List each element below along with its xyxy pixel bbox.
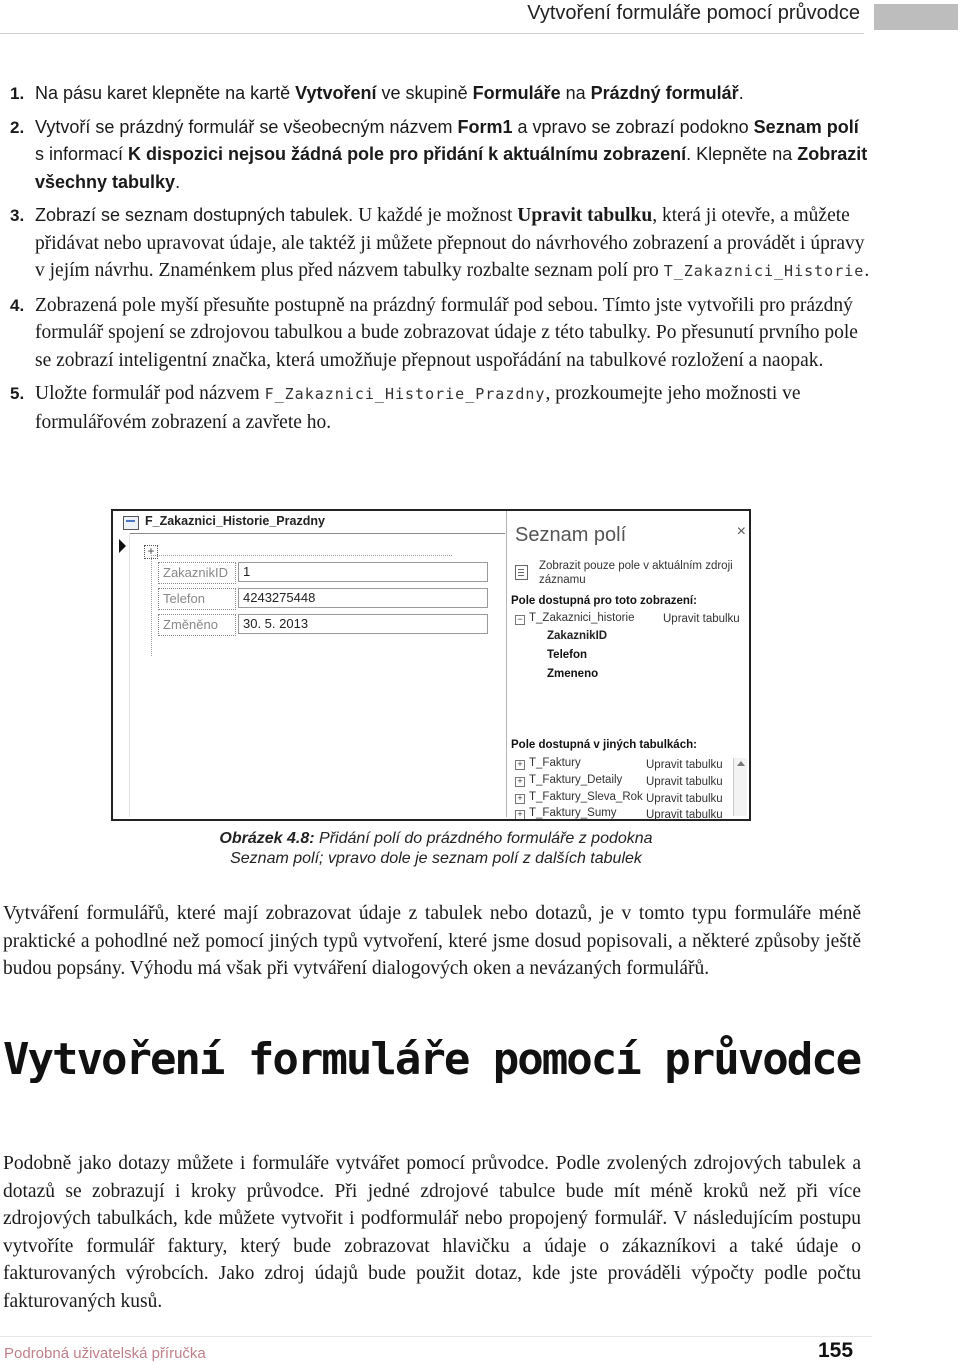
edit-table-link[interactable]: Upravit tabulku — [646, 776, 723, 788]
step-1 — [0, 80, 872, 108]
caption-label: Obrázek 4.8: — [219, 830, 315, 847]
record-selector[interactable] — [113, 533, 130, 817]
table-name[interactable]: T_Faktury_Sleva_Rok — [529, 791, 643, 803]
form-layout — [151, 555, 452, 656]
expand-icon[interactable]: + — [515, 760, 525, 770]
edit-table-link[interactable]: Upravit tabulku — [646, 759, 723, 771]
close-icon[interactable]: × — [736, 523, 746, 540]
page-number: 155 — [818, 1339, 854, 1362]
step-emphasis: Prázdný formulář — [590, 83, 739, 103]
step-text: . — [175, 171, 181, 192]
header-tab-bar — [874, 4, 958, 30]
scroll-up-icon[interactable] — [737, 761, 745, 766]
step-emphasis: K dispozici nejsou žádná pole pro přidání k aktuálnímu zobrazení — [128, 144, 687, 164]
step-number: 4. — [10, 295, 25, 315]
step-emphasis: Zobrazit všechny tabulky — [35, 144, 868, 192]
step-text: Zobrazená pole myší přesuňte postupně na prázdný formulář pod sebou. Tímto jste vytvořili pro prázdný formulář spojení se zdrojovou tabulkou a bude zobrazovat údaje z této tabulky. Po přesunutí prvního pole se zobrazí inteligentní značka, která umožňuje přepnout uspořádání na tabulkové rozložení a naopak. — [35, 294, 858, 371]
expand-icon[interactable]: + — [515, 777, 525, 787]
step-4 — [0, 292, 872, 375]
field-item[interactable]: Telefon — [547, 649, 588, 661]
step-text: Vytvoří se prázdný formulář se všeobecným názvem — [35, 116, 458, 137]
running-header-title: Vytvoření formuláře pomocí průvodce — [527, 2, 860, 24]
code-form-name: F_Zakaznici_Historie_Prazdny — [264, 385, 546, 403]
scrollbar[interactable] — [733, 758, 747, 816]
caption-text: Přidání polí do prázdného formuláře z podokna Seznam polí; vpravo dole je seznam polí z dalších tabulek — [230, 830, 653, 867]
form-icon — [123, 516, 139, 530]
section-paragraph: Podobně jako dotazy můžete i formuláře vytvářet pomocí průvodce. Podle zvolených zdrojových tabulek a dotazů se zobrazují i kroky průvodce. Při jedné zdrojové tabulce bude mít méně kroků než při více zdrojových tabulkách, kde můžete vytvořit i podformulář nebo propojený formulář. V následujícím postupu vytvoříte formulář faktury, který bude zobrazovat hlavičku a údaje o zákazníkovi a také údaje o fakturovaných výrobcích. Jako zdroj údajů bude použit dotaz, kde jste prováděli výpočty podle počtu fakturovaných kusů. — [3, 1153, 861, 1312]
expand-icon[interactable]: + — [515, 810, 525, 820]
other-tables-header: Pole dostupná v jiných tabulkách: — [511, 739, 697, 751]
step-text: na — [560, 83, 591, 103]
header-rule — [0, 33, 864, 34]
code-table-name: T_Zakaznici_Historie — [663, 262, 865, 280]
show-current-only-link[interactable]: Zobrazit pouze pole v aktuálním zdroji záznamu — [539, 560, 733, 586]
field-textbox[interactable]: 4243275448 — [238, 588, 488, 608]
step-text: ve skupině — [376, 83, 473, 103]
field-label: Změněno — [158, 614, 236, 636]
section-heading: Vytvoření formuláře pomocí průvodce — [3, 1034, 861, 1085]
footer-book-title: Podrobná uživatelská příručka — [4, 1345, 206, 1362]
step-2 — [0, 114, 872, 197]
field-item[interactable]: ZakaznikID — [547, 630, 608, 642]
step-5 — [0, 380, 872, 436]
step-number: 2. — [10, 117, 25, 137]
field-label: ZakaznikID — [158, 562, 236, 584]
collapse-icon[interactable]: − — [515, 615, 525, 625]
step-3 — [0, 202, 872, 286]
edit-table-link[interactable]: Upravit tabulku — [646, 809, 723, 821]
form-tab-name: F_Zakaznici_Historie_Prazdny — [145, 514, 325, 528]
form-document-tab[interactable] — [113, 511, 505, 534]
running-header — [0, 0, 960, 32]
step-text: a vpravo se zobrazí podokno — [512, 116, 754, 137]
step-number: 3. — [10, 206, 25, 225]
step-text: Uložte formulář pod názvem — [35, 383, 265, 404]
step-text: . Klepněte na — [686, 144, 798, 164]
step-emphasis: Seznam polí — [753, 116, 859, 137]
step-emphasis: Formuláře — [472, 83, 561, 103]
figure-caption — [0, 829, 872, 869]
step-emphasis: Form1 — [457, 116, 513, 137]
table-name[interactable]: T_Faktury_Sumy — [529, 807, 617, 819]
figure-screenshot — [111, 509, 751, 821]
step-number: 1. — [10, 84, 25, 103]
step-emphasis: Upravit tabulku — [517, 205, 653, 226]
edit-table-link[interactable]: Upravit tabulku — [646, 793, 723, 805]
step-emphasis: Vytvoření — [295, 83, 377, 103]
step-text: , prozkoumejte jeho možnosti ve formulářovém zobrazení a zavřete ho. — [35, 383, 801, 433]
field-item[interactable]: Zmeneno — [547, 668, 599, 680]
step-text: s informací — [35, 144, 129, 164]
table-name[interactable]: T_Faktury — [529, 757, 581, 769]
show-fields-icon — [515, 565, 528, 580]
step-text: . — [864, 260, 870, 281]
step-number: 5. — [10, 384, 25, 403]
table-name[interactable]: T_Faktury_Detaily — [529, 774, 623, 786]
expand-icon[interactable]: + — [515, 794, 525, 804]
step-list — [0, 80, 872, 442]
step-text: . — [738, 83, 744, 103]
field-list-title: Seznam polí — [515, 524, 627, 546]
step-text: Na pásu karet klepněte na kartě — [35, 83, 296, 103]
record-arrow-icon — [119, 539, 126, 553]
field-textbox[interactable]: 30. 5. 2013 — [238, 614, 488, 634]
field-list-pane — [506, 511, 750, 821]
edit-table-link[interactable]: Upravit tabulku — [663, 613, 740, 625]
step-text: U každé je možnost — [353, 205, 518, 226]
available-fields-header: Pole dostupná pro toto zobrazení: — [511, 595, 697, 607]
step-text: , která ji otevře, a můžete přidávat nebo upravovat údaje, ale taktéž ji můžete přepnout do návrhového zobrazení a provádět i úpravy v jejím návrhu. Znaménkem plus před názvem tabulky rozbalte seznam polí pro — [35, 205, 865, 281]
layout-move-handle-icon[interactable]: + — [144, 545, 158, 559]
field-textbox[interactable]: 1 — [238, 562, 488, 582]
step-text: Zobrazí se seznam dostupných tabulek. — [35, 205, 354, 225]
field-label: Telefon — [158, 588, 236, 610]
footer-rule — [0, 1336, 872, 1337]
intro-paragraph: Vytváření formulářů, které mají zobrazovat údaje z tabulek nebo dotazů, je v tomto typu formuláře méně praktické a pohodlné než pomocí jiných typů vytvoření, které jsme dosud popisovali, a některé způsoby ještě budou popsány. Výhodu má však při vytváření dialogových oken a nevázaných formulářů. — [3, 903, 861, 979]
table-name[interactable]: T_Zakaznici_historie — [529, 612, 635, 624]
